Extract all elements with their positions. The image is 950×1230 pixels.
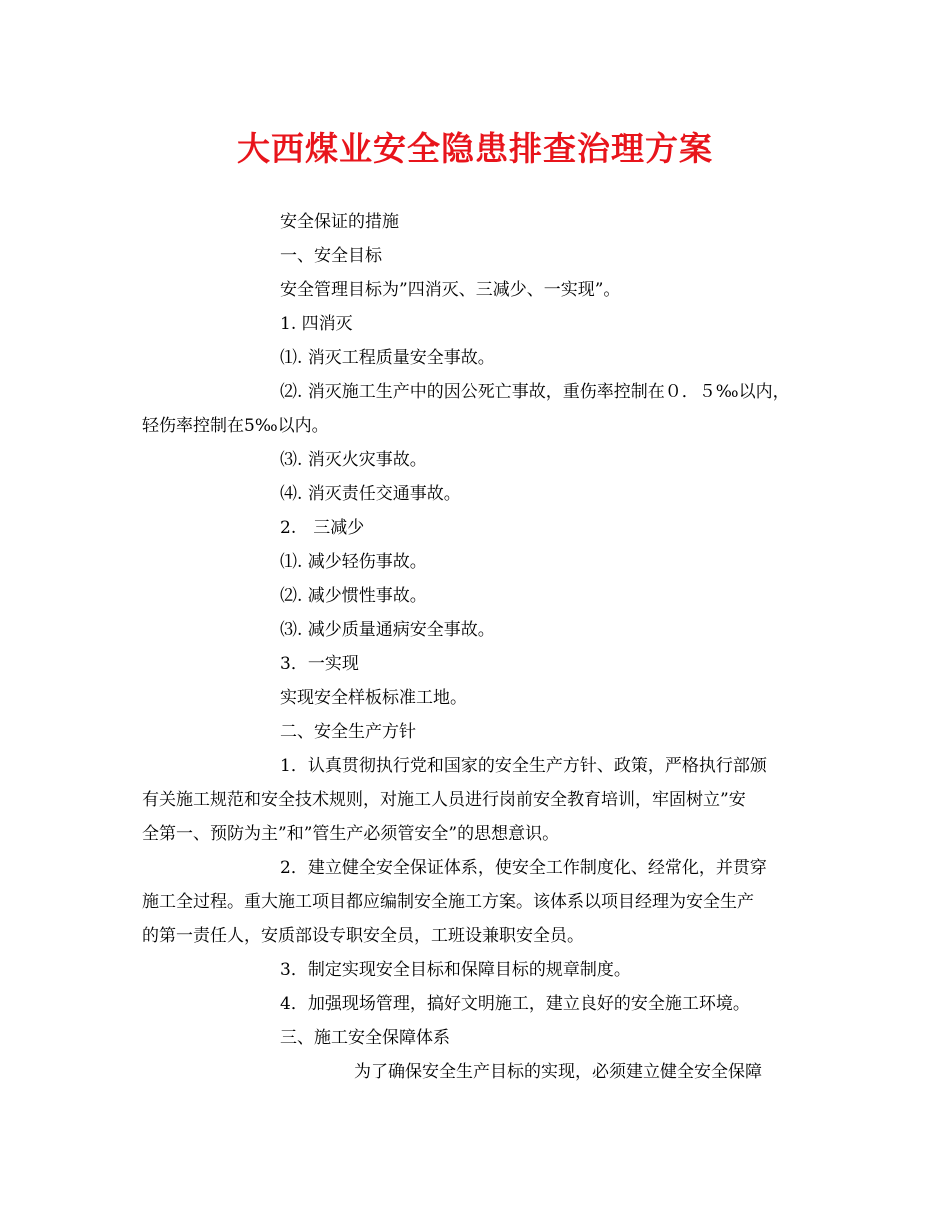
paragraph-line: 施工全过程。重大施工项目都应编制安全施工方案。该体系以项目经理为安全生产	[142, 892, 754, 912]
list-item: ⑷. 消灭责任交通事故。	[280, 484, 461, 504]
list-item: ⑶. 消灭火灾事故。	[280, 450, 427, 470]
text-line: 实现安全样板标准工地。	[280, 688, 467, 708]
paragraph-line: 的第一责任人，安质部设专职安全员，工班设兼职安全员。	[142, 926, 584, 946]
document-body	[142, 205, 832, 1089]
list-item: ⑵. 减少惯性事故。	[280, 586, 427, 606]
text-line: 安全保证的措施	[280, 212, 399, 232]
text-line: 安全管理目标为”四消灭、三减少、一实现”。	[280, 280, 621, 300]
list-item: ⑶. 减少质量通病安全事故。	[280, 620, 495, 640]
section-heading: 二、安全生产方针	[280, 722, 416, 742]
list-item: ⑵. 消灭施工生产中的因公死亡事故，重伤率控制在０．５‰以内，	[280, 382, 790, 402]
document-title: 大西煤业安全隐患排查治理方案	[237, 129, 713, 168]
subsection-heading: 1. 四消灭	[280, 314, 353, 334]
paragraph-line: 3．制定实现安全目标和保障目标的规章制度。	[280, 960, 631, 980]
section-heading: 三、施工安全保障体系	[280, 1028, 450, 1048]
list-item: ⑴. 减少轻伤事故。	[280, 552, 427, 572]
paragraph-line: 1．认真贯彻执行党和国家的安全生产方针、政策，严格执行部颁	[280, 756, 767, 776]
paragraph-line: 有关施工规范和安全技术规则，对施工人员进行岗前安全教育培训，牢固树立”安	[142, 790, 746, 810]
paragraph-line: 2．建立健全安全保证体系，使安全工作制度化、经常化，并贯穿	[280, 858, 767, 878]
list-item: ⑴. 消灭工程质量安全事故。	[280, 348, 495, 368]
subsection-heading: 3．一实现	[280, 654, 359, 674]
paragraph-line: 为了确保安全生产目标的实现，必须建立健全安全保障	[354, 1062, 762, 1082]
section-heading: 一、安全目标	[280, 246, 382, 266]
subsection-heading: 2. 三减少	[280, 518, 365, 538]
list-item-continuation: 轻伤率控制在5‰以内。	[142, 416, 329, 436]
paragraph-line: 全第一、预防为主”和”管生产必须管安全”的思想意识。	[142, 824, 560, 844]
paragraph-line: 4．加强现场管理，搞好文明施工，建立良好的安全施工环境。	[280, 994, 750, 1014]
